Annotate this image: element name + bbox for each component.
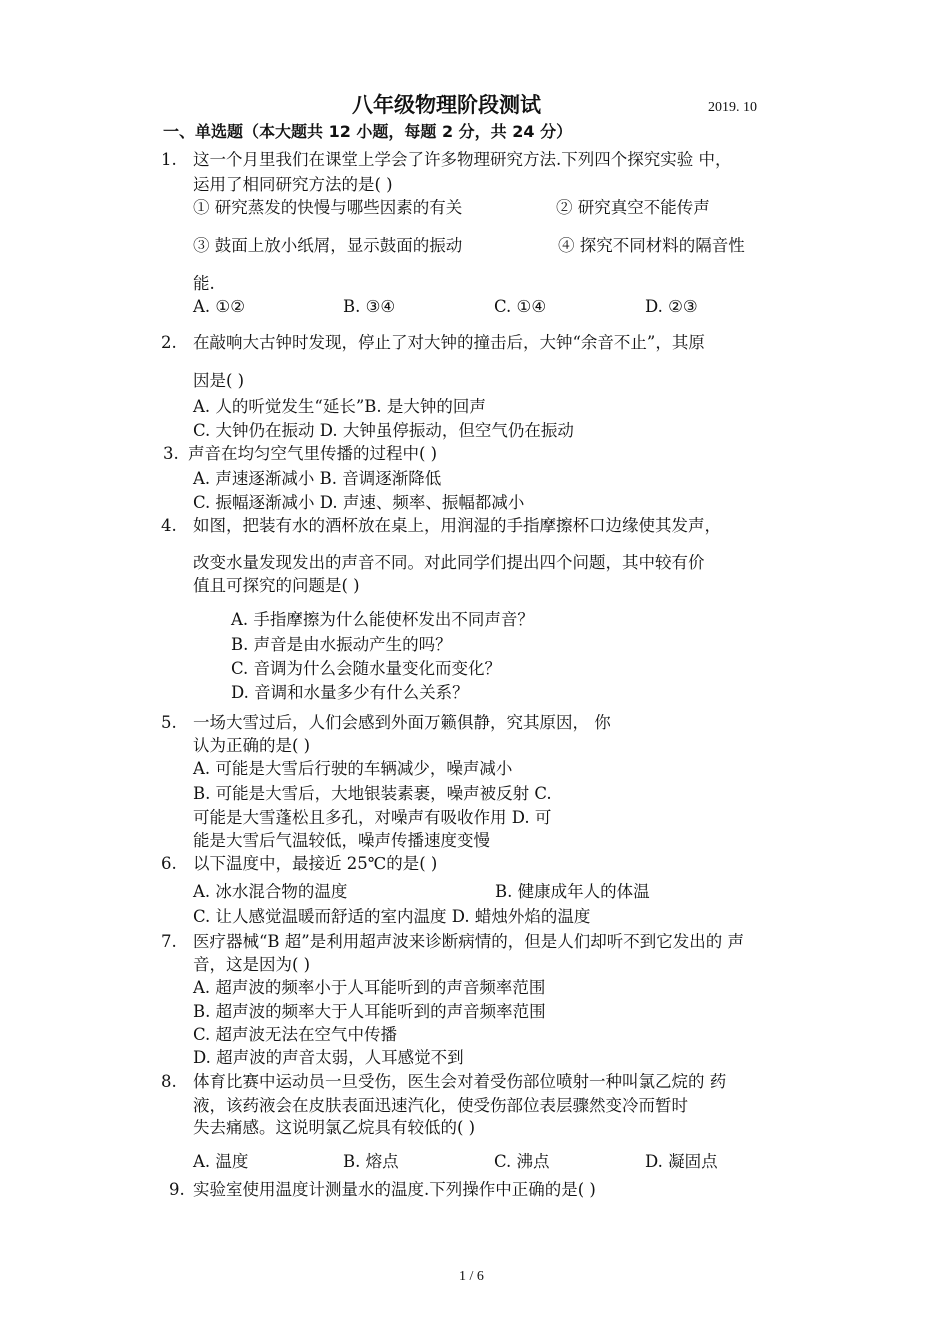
option-item: ③ 鼓面上放小纸屑，显示鼓面的振动 <box>193 236 463 255</box>
answer-choice: B. 声音是由水振动产生的吗？ <box>231 635 452 654</box>
answer-choice: A. ①② <box>193 297 245 316</box>
question-number: 5. <box>161 713 177 732</box>
answer-choice: A. 温度 <box>193 1152 249 1171</box>
question-number: 9. <box>169 1180 185 1199</box>
answer-choice: B. 健康成年人的体温 <box>495 882 650 901</box>
answer-choice: A. 可能是大雪后行驶的车辆减少，噪声减小 <box>193 759 513 778</box>
answer-choice: A. 人的听觉发生“延长”B. 是大钟的回声 <box>193 397 486 416</box>
page-number: 1 / 6 <box>459 1269 484 1284</box>
answer-choice: C. ①④ <box>494 297 547 316</box>
answer-choice: C. 大钟仍在振动 D. 大钟虽停振动，但空气仍在振动 <box>193 421 574 440</box>
answer-choice: C. 沸点 <box>494 1152 550 1171</box>
answer-choice: C. 音调为什么会随水量变化而变化？ <box>231 659 502 678</box>
question-number: 4. <box>161 516 177 535</box>
question-number: 7. <box>161 932 177 951</box>
exam-date: 2019. 10 <box>708 100 757 115</box>
answer-choice: D. 音调和水量多少有什么关系？ <box>231 683 469 702</box>
question-number: 1. <box>161 150 177 169</box>
answer-choice: A. 手指摩擦为什么能使杯发出不同声音？ <box>231 610 534 629</box>
question-stem: 因是( ) <box>193 371 245 390</box>
option-item: ④ 探究不同材料的隔音性 <box>558 236 745 255</box>
question-stem: 改变水量发现发出的声音不同。对此同学们提出四个问题，其中较有价 <box>193 553 705 572</box>
section-heading: 一、单选题（本大题共 12 小题，每题 2 分，共 24 分） <box>163 122 573 141</box>
question-stem: 医疗器械“B 超”是利用超声波来诊断病情的，但是人们却听不到它发出的 声 <box>193 932 744 951</box>
question-stem: 在敲响大古钟时发现，停止了对大钟的撞击后，大钟“余音不止”，其原 <box>193 333 705 352</box>
answer-choice: D. 凝固点 <box>645 1152 718 1171</box>
question-stem: 如图，把装有水的酒杯放在桌上，用润湿的手指摩擦杯口边缘使其发声， <box>193 516 721 535</box>
question-stem: 音，这是因为( ) <box>193 955 311 974</box>
answer-choice: B. 熔点 <box>343 1152 399 1171</box>
answer-choice: C. 超声波无法在空气中传播 <box>193 1025 398 1044</box>
option-item: ① 研究蒸发的快慢与哪些因素的有关 <box>193 198 463 217</box>
answer-choice: A. 超声波的频率小于人耳能听到的声音频率范围 <box>193 978 546 997</box>
option-item: 能. <box>193 274 215 293</box>
question-number: 3. <box>163 444 179 463</box>
question-number: 2. <box>161 333 177 352</box>
question-stem: 这一个月里我们在课堂上学会了许多物理研究方法.下列四个探究实验 中， <box>193 150 732 169</box>
question-number: 6. <box>161 854 177 873</box>
question-stem: 以下温度中，最接近 25℃的是( ) <box>193 854 438 873</box>
answer-choice: D. 超声波的声音太弱，人耳感觉不到 <box>193 1048 464 1067</box>
answer-choice: B. ③④ <box>343 297 396 316</box>
question-stem: 运用了相同研究方法的是( ) <box>193 175 393 194</box>
question-stem: 认为正确的是( ) <box>193 736 311 755</box>
answer-choice: C. 让人感觉温暖而舒适的室内温度 D. 蜡烛外焰的温度 <box>193 907 591 926</box>
answer-choice: D. ②③ <box>645 297 698 316</box>
answer-choice: C. 振幅逐渐减小 D. 声速、频率、振幅都减小 <box>193 493 525 512</box>
question-number: 8. <box>161 1072 177 1091</box>
answer-choice: A. 冰水混合物的温度 <box>193 882 348 901</box>
question-stem: 体育比赛中运动员一旦受伤，医生会对着受伤部位喷射一种叫氯乙烷的 药 <box>193 1072 727 1091</box>
option-item: ② 研究真空不能传声 <box>556 198 710 217</box>
answer-choice: 能是大雪后气温较低，噪声传播速度变慢 <box>193 831 490 850</box>
question-stem: 值且可探究的问题是( ) <box>193 576 360 595</box>
answer-choice: A. 声速逐渐减小 B. 音调逐渐降低 <box>193 469 442 488</box>
question-stem: 液，该药液会在皮肤表面迅速汽化，使受伤部位表层骤然变冷而暂时 <box>193 1096 688 1115</box>
answer-choice: 可能是大雪蓬松且多孔，对噪声有吸收作用 D. 可 <box>193 808 552 827</box>
question-stem: 一场大雪过后，人们会感到外面万籁俱静，究其原因， 你 <box>193 713 611 732</box>
answer-choice: B. 可能是大雪后，大地银装素裹，噪声被反射 C. <box>193 784 552 803</box>
question-stem: 失去痛感。这说明氯乙烷具有较低的( ) <box>193 1118 476 1137</box>
question-stem: 声音在均匀空气里传播的过程中( ) <box>188 444 438 463</box>
page-title: 八年级物理阶段测试 <box>352 93 541 117</box>
question-stem: 实验室使用温度计测量水的温度.下列操作中正确的是( ) <box>193 1180 596 1199</box>
answer-choice: B. 超声波的频率大于人耳能听到的声音频率范围 <box>193 1002 546 1021</box>
